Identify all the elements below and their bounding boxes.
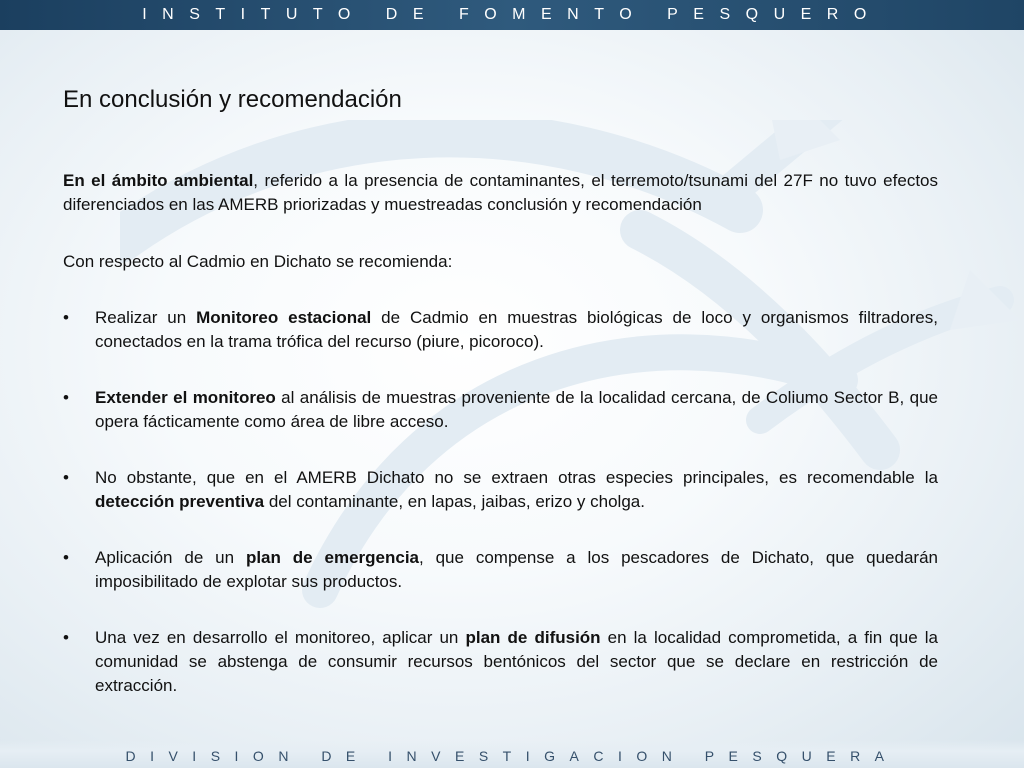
slide-title: En conclusión y recomendación: [63, 86, 402, 113]
bullet-text-post: en la localidad comprometida, a fin que la comunidad se abstenga de consumir recursos bentónicos del sector que se declare en restricción de extracción.: [95, 628, 938, 695]
bullet-text-post: , que compense a los pescadores de Dichato, que quedarán imposibilitado de explotar sus productos.: [95, 548, 938, 591]
intro-text: , referido a la presencia de contaminantes, el terremoto/tsunami del 27F no tuvo efectos diferenciados en las AMERB priorizadas y muestreadas conclusión y recomendación: [63, 171, 938, 214]
bullet-icon: •: [63, 468, 69, 487]
bullet-text-pre: Una vez en desarrollo el monitoreo, aplicar un: [95, 628, 466, 647]
bullet-text-post: de Cadmio en muestras biológicas de loco y organismos filtradores, conectados en la trama trófica del recurso (piure, picoroco).: [95, 308, 938, 351]
recommendation-list: [63, 306, 938, 698]
bullet-text-bold: plan de difusión: [465, 628, 601, 647]
bullet-text-bold: plan de emergencia: [245, 548, 419, 567]
intro-paragraph: [63, 169, 938, 217]
slide-content: [63, 85, 938, 698]
footer-band-text: DIVISION DE INVESTIGACION PESQUERA: [125, 748, 899, 764]
bullet-text-post: al análisis de muestras proveniente de la localidad cercana, de Coliumo Sector B, que opera fácticamente como área de libre acceso.: [95, 388, 938, 431]
bullet-icon: •: [63, 628, 69, 647]
bullet-icon: •: [63, 308, 69, 327]
footer-band: [0, 740, 1024, 768]
header-band-text: INSTITUTO DE FOMENTO PESQUERO: [142, 6, 882, 23]
bullet-text-bold: Monitoreo estacional: [196, 308, 372, 327]
list-item: [63, 626, 938, 698]
bullet-text-post: del contaminante, en lapas, jaibas, erizo y cholga.: [264, 492, 645, 511]
intro-bold-text: En el ámbito ambiental: [63, 171, 254, 190]
list-item: [63, 466, 938, 514]
list-item: [63, 306, 938, 354]
bullet-icon: •: [63, 548, 69, 567]
bullet-icon: •: [63, 388, 69, 407]
bullet-text-pre: Realizar un: [95, 308, 197, 327]
bullet-text-pre: No obstante, que en el AMERB Dichato no se extraen otras especies principales, es recomendable la: [95, 468, 938, 487]
bullet-text-bold: Extender el monitoreo: [95, 388, 276, 407]
bullet-text-pre: Aplicación de un: [95, 548, 246, 567]
list-item: [63, 386, 938, 434]
header-band: [0, 0, 1024, 30]
list-item: [63, 546, 938, 594]
lead-in-paragraph: Con respecto al Cadmio en Dichato se recomienda:: [63, 252, 453, 271]
bullet-text-bold: detección preventiva: [95, 492, 265, 511]
